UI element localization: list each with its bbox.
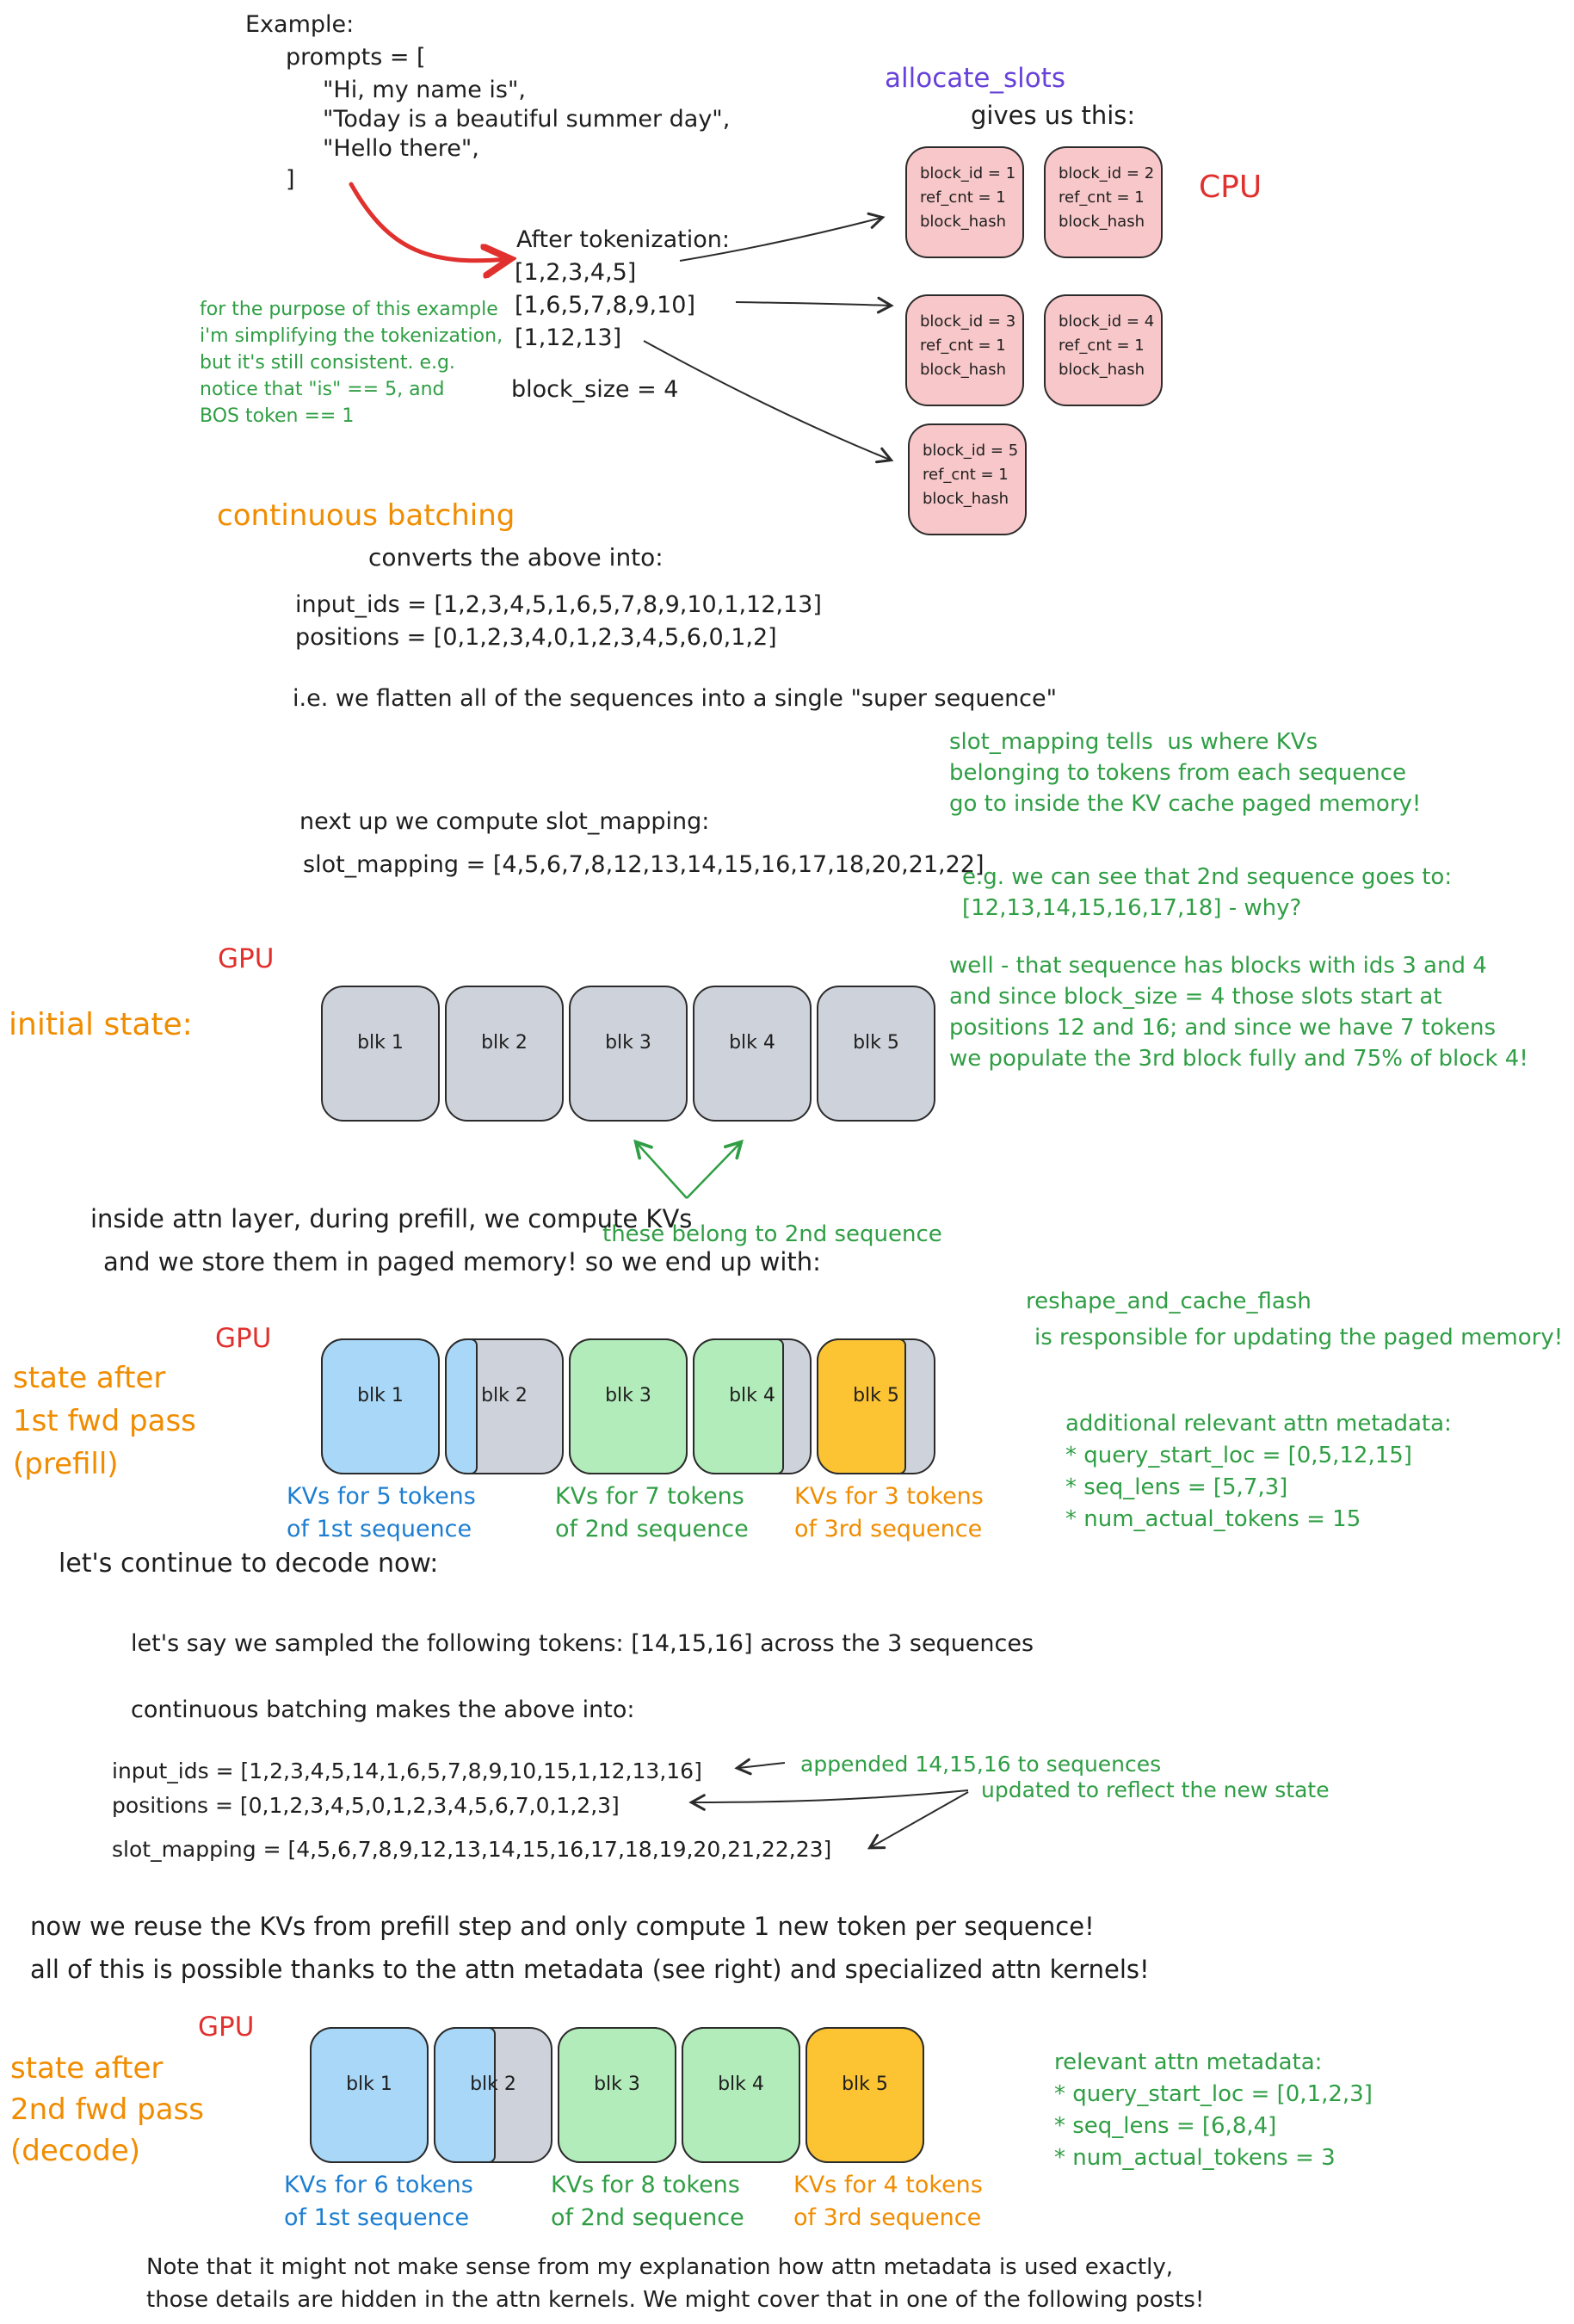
gpu-block-initial-3 <box>569 986 688 1122</box>
decode-caption-seq3-l1: KVs for 4 tokens <box>793 2172 983 2198</box>
gpu-label-decode: GPU <box>198 2012 255 2043</box>
block-ref-cnt: ref_cnt = 1 <box>920 336 1006 355</box>
gpu-block-label: blk 2 <box>481 1032 528 1054</box>
block-hash: block_hash <box>920 212 1006 231</box>
gpu-block-decode-4 <box>682 2027 800 2163</box>
prefill-meta-3: * seq_lens = [5,7,3] <box>1065 1474 1288 1500</box>
block-id: block_id = 1 <box>920 164 1016 182</box>
decode-title: let's continue to decode now: <box>59 1548 439 1579</box>
decode-state-label-1: state after <box>10 2051 164 2086</box>
list3-to-block5-arrow <box>644 341 890 460</box>
decode-sampled: let's say we sampled the following tokens: [14,15,16] across the 3 sequences <box>131 1630 1034 1657</box>
list2-to-blocks-arrow <box>736 302 890 306</box>
slot-mapping-why-3: positions 12 and 16; and since we have 7 tokens <box>949 1015 1497 1041</box>
prompt-2: "Today is a beautiful summer day", <box>323 106 731 133</box>
prefill-intro-1: inside attn layer, during prefill, we compute KVs <box>90 1204 693 1233</box>
prefill-meta-1: additional relevant attn metadata: <box>1065 1411 1452 1437</box>
slot-mapping-eg-1: e.g. we can see that 2nd sequence goes to: <box>962 864 1453 890</box>
slot-mapping-intro: next up we compute slot_mapping: <box>299 808 710 835</box>
decode-reuse-1: now we reuse the KVs from prefill step and only compute 1 new token per sequence! <box>30 1912 1095 1941</box>
cpu-block-5 <box>908 423 1027 535</box>
gpu-block-label: blk 5 <box>853 1385 899 1406</box>
block-hash: block_hash <box>923 489 1009 508</box>
gpu-block-decode-1 <box>310 2027 429 2163</box>
gpu-block-initial-4 <box>693 986 812 1122</box>
prefill-state-label-2: 1st fwd pass <box>13 1404 196 1438</box>
block-id: block_id = 2 <box>1059 164 1155 182</box>
converts-subtitle: converts the above into: <box>368 543 664 572</box>
cpu-block-3 <box>905 294 1024 406</box>
gpu-block-label: blk 2 <box>470 2074 516 2095</box>
decode-meta-3: * seq_lens = [6,8,4] <box>1054 2113 1277 2139</box>
tokenizer-note-line-4: notice that "is" == 5, and <box>200 379 445 400</box>
tokenizer-note-line-3: but it's still consistent. e.g. <box>200 352 455 374</box>
footer-note-1: Note that it might not make sense from my explanation how attn metadata is used exactly, <box>146 2254 1173 2280</box>
gpu-block-initial-1 <box>321 986 440 1122</box>
tokenizer-note-line-2: i'm simplifying the tokenization, <box>200 325 503 347</box>
tokenizer-note-line-5: BOS token == 1 <box>200 405 355 427</box>
prefill-caption-seq1-l1: KVs for 5 tokens <box>287 1483 476 1510</box>
gpu-label-initial: GPU <box>218 943 275 974</box>
gpu-block-prefill-2 <box>445 1338 564 1474</box>
block-hash: block_hash <box>920 360 1006 379</box>
decode-reuse-2: all of this is possible thanks to the attn metadata (see right) and specialized attn kernels! <box>30 1955 1150 1984</box>
gpu-block-label: blk 4 <box>729 1032 775 1054</box>
decode-meta-4: * num_actual_tokens = 3 <box>1054 2145 1336 2171</box>
decode-state-label-3: (decode) <box>10 2134 141 2168</box>
gpu-block-label: blk 1 <box>357 1032 404 1054</box>
decode-updated-note: updated to reflect the new state <box>981 1777 1330 1802</box>
prefill-caption-seq2-l1: KVs for 7 tokens <box>555 1483 744 1510</box>
prompt-3: "Hello there", <box>323 135 479 162</box>
prefill-meta-4: * num_actual_tokens = 15 <box>1065 1506 1361 1532</box>
decode-meta-1: relevant attn metadata: <box>1054 2049 1323 2075</box>
flatten-note: i.e. we flatten all of the sequences into a single "super sequence" <box>293 685 1058 712</box>
gpu-block-initial-5 <box>817 986 935 1122</box>
block-id: block_id = 3 <box>920 312 1016 331</box>
second-seq-arrow-left <box>637 1143 687 1198</box>
gpu-block-decode-5 <box>806 2027 924 2163</box>
decode-slot-mapping: slot_mapping = [4,5,6,7,8,9,12,13,14,15,16,17,18,19,20,21,22,23] <box>112 1837 832 1862</box>
second-seq-arrow-right <box>687 1143 740 1198</box>
prompt-1: "Hi, my name is", <box>323 77 526 103</box>
prefill-intro-2: and we store them in paged memory! so we end up with: <box>103 1247 821 1276</box>
prefill-state-label-1: state after <box>13 1361 166 1395</box>
decode-caption-seq3-l2: of 3rd sequence <box>793 2204 982 2231</box>
gpu-block-label: blk 4 <box>729 1385 775 1406</box>
token-list-1: [1,2,3,4,5] <box>515 259 637 286</box>
slot-mapping-why-1: well - that sequence has blocks with ids 3 and 4 <box>949 953 1487 979</box>
gives-us-this-label: gives us this: <box>971 101 1136 130</box>
initial-state-label: initial state: <box>9 1007 193 1042</box>
gpu-block-label: blk 3 <box>605 1032 651 1054</box>
block-size-label: block_size = 4 <box>511 376 679 403</box>
block-id: block_id = 4 <box>1059 312 1155 331</box>
cpu-label: CPU <box>1199 170 1262 205</box>
decode-caption-seq2-l1: KVs for 8 tokens <box>551 2172 740 2198</box>
decode-positions: positions = [0,1,2,3,4,5,0,1,2,3,4,5,6,7,0,1,2,3] <box>112 1793 620 1818</box>
gpu-block-decode-3 <box>558 2027 676 2163</box>
reshape-note-2: is responsible for updating the paged memory! <box>1034 1325 1564 1351</box>
gpu-block-label: blk 1 <box>357 1385 404 1406</box>
cpu-block-4 <box>1044 294 1163 406</box>
token-list-2: [1,6,5,7,8,9,10] <box>515 292 695 318</box>
decode-caption-seq2-l2: of 2nd sequence <box>551 2204 744 2231</box>
slot-mapping-tells-3: go to inside the KV cache paged memory! <box>949 791 1422 817</box>
block-hash: block_hash <box>1059 360 1145 379</box>
cpu-block-1 <box>905 146 1024 258</box>
block-ref-cnt: ref_cnt = 1 <box>1059 188 1145 207</box>
allocate-slots-label: allocate_slots <box>885 63 1065 94</box>
block-hash: block_hash <box>1059 212 1145 231</box>
example-title: Example: <box>245 11 355 38</box>
updated-slotmapping-arrow <box>871 1792 968 1847</box>
gpu-block-prefill-3 <box>569 1338 688 1474</box>
prompts-to-tokenization-arrow <box>351 184 508 261</box>
gpu-block-label: blk 3 <box>594 2074 640 2095</box>
prefill-caption-seq2-l2: of 2nd sequence <box>555 1516 749 1542</box>
prefill-state-label-3: (prefill) <box>13 1447 119 1481</box>
prefill-caption-seq3-l1: KVs for 3 tokens <box>794 1483 984 1510</box>
decode-input-ids: input_ids = [1,2,3,4,5,14,1,6,5,7,8,9,10,15,1,12,13,16] <box>112 1758 702 1783</box>
slot-mapping-why-2: and since block_size = 4 those slots start at <box>949 984 1442 1010</box>
continuous-batching-title: continuous batching <box>217 498 515 533</box>
gpu-block-label: blk 1 <box>346 2074 392 2095</box>
prefill-meta-2: * query_start_loc = [0,5,12,15] <box>1065 1443 1412 1468</box>
gpu-block-prefill-5 <box>817 1338 935 1474</box>
slot-mapping-tells-1: slot_mapping tells us where KVs <box>949 729 1318 755</box>
gpu-block-label: blk 2 <box>481 1385 528 1406</box>
gpu-block-initial-2 <box>445 986 564 1122</box>
block-ref-cnt: ref_cnt = 1 <box>1059 336 1145 355</box>
gpu-label-prefill: GPU <box>215 1323 272 1354</box>
gpu-block-prefill-4 <box>693 1338 812 1474</box>
block-ref-cnt: ref_cnt = 1 <box>920 188 1006 207</box>
tokenizer-note-line-1: for the purpose of this example <box>200 299 498 320</box>
prompts-close: ] <box>286 166 295 193</box>
updated-positions-arrow <box>693 1790 968 1802</box>
input-ids-line: input_ids = [1,2,3,4,5,1,6,5,7,8,9,10,1,12,13] <box>295 591 822 618</box>
appended-arrow <box>738 1763 785 1768</box>
prompts-open: prompts = [ <box>286 44 426 71</box>
decode-state-label-2: 2nd fwd pass <box>10 2092 204 2127</box>
gpu-block-label: blk 5 <box>842 2074 888 2095</box>
prefill-caption-seq1-l2: of 1st sequence <box>287 1516 472 1542</box>
reshape-note-1: reshape_and_cache_flash <box>1026 1289 1312 1314</box>
footer-note-2: those details are hidden in the attn kernels. We might cover that in one of the following posts! <box>146 2287 1205 2313</box>
token-list-3: [1,12,13] <box>515 324 622 351</box>
second-seq-note: these belong to 2nd sequence <box>602 1221 942 1247</box>
block-ref-cnt: ref_cnt = 1 <box>923 465 1009 484</box>
slot-mapping-why-4: we populate the 3rd block fully and 75% of block 4! <box>949 1046 1528 1072</box>
decode-cb: continuous batching makes the above into: <box>131 1697 635 1723</box>
gpu-block-label: blk 5 <box>853 1032 899 1054</box>
prefill-caption-seq3-l2: of 3rd sequence <box>794 1516 983 1542</box>
block-id: block_id = 5 <box>923 442 1019 460</box>
slot-mapping-eg-2: [12,13,14,15,16,17,18] - why? <box>962 895 1302 921</box>
decode-appended-note: appended 14,15,16 to sequences <box>800 1752 1162 1777</box>
slot-mapping-tells-2: belonging to tokens from each sequence <box>949 760 1406 786</box>
after-tokenization-title: After tokenization: <box>516 226 730 253</box>
decode-caption-seq1-l2: of 1st sequence <box>284 2204 470 2231</box>
gpu-block-prefill-1 <box>321 1338 440 1474</box>
decode-meta-2: * query_start_loc = [0,1,2,3] <box>1054 2081 1373 2107</box>
cpu-block-2 <box>1044 146 1163 258</box>
slot-mapping-value: slot_mapping = [4,5,6,7,8,12,13,14,15,16,17,18,20,21,22] <box>303 851 985 878</box>
gpu-block-label: blk 4 <box>718 2074 764 2095</box>
positions-line: positions = [0,1,2,3,4,0,1,2,3,4,5,6,0,1,2] <box>295 624 777 651</box>
gpu-block-label: blk 3 <box>605 1385 651 1406</box>
decode-caption-seq1-l1: KVs for 6 tokens <box>284 2172 473 2198</box>
gpu-block-decode-2 <box>434 2027 552 2163</box>
